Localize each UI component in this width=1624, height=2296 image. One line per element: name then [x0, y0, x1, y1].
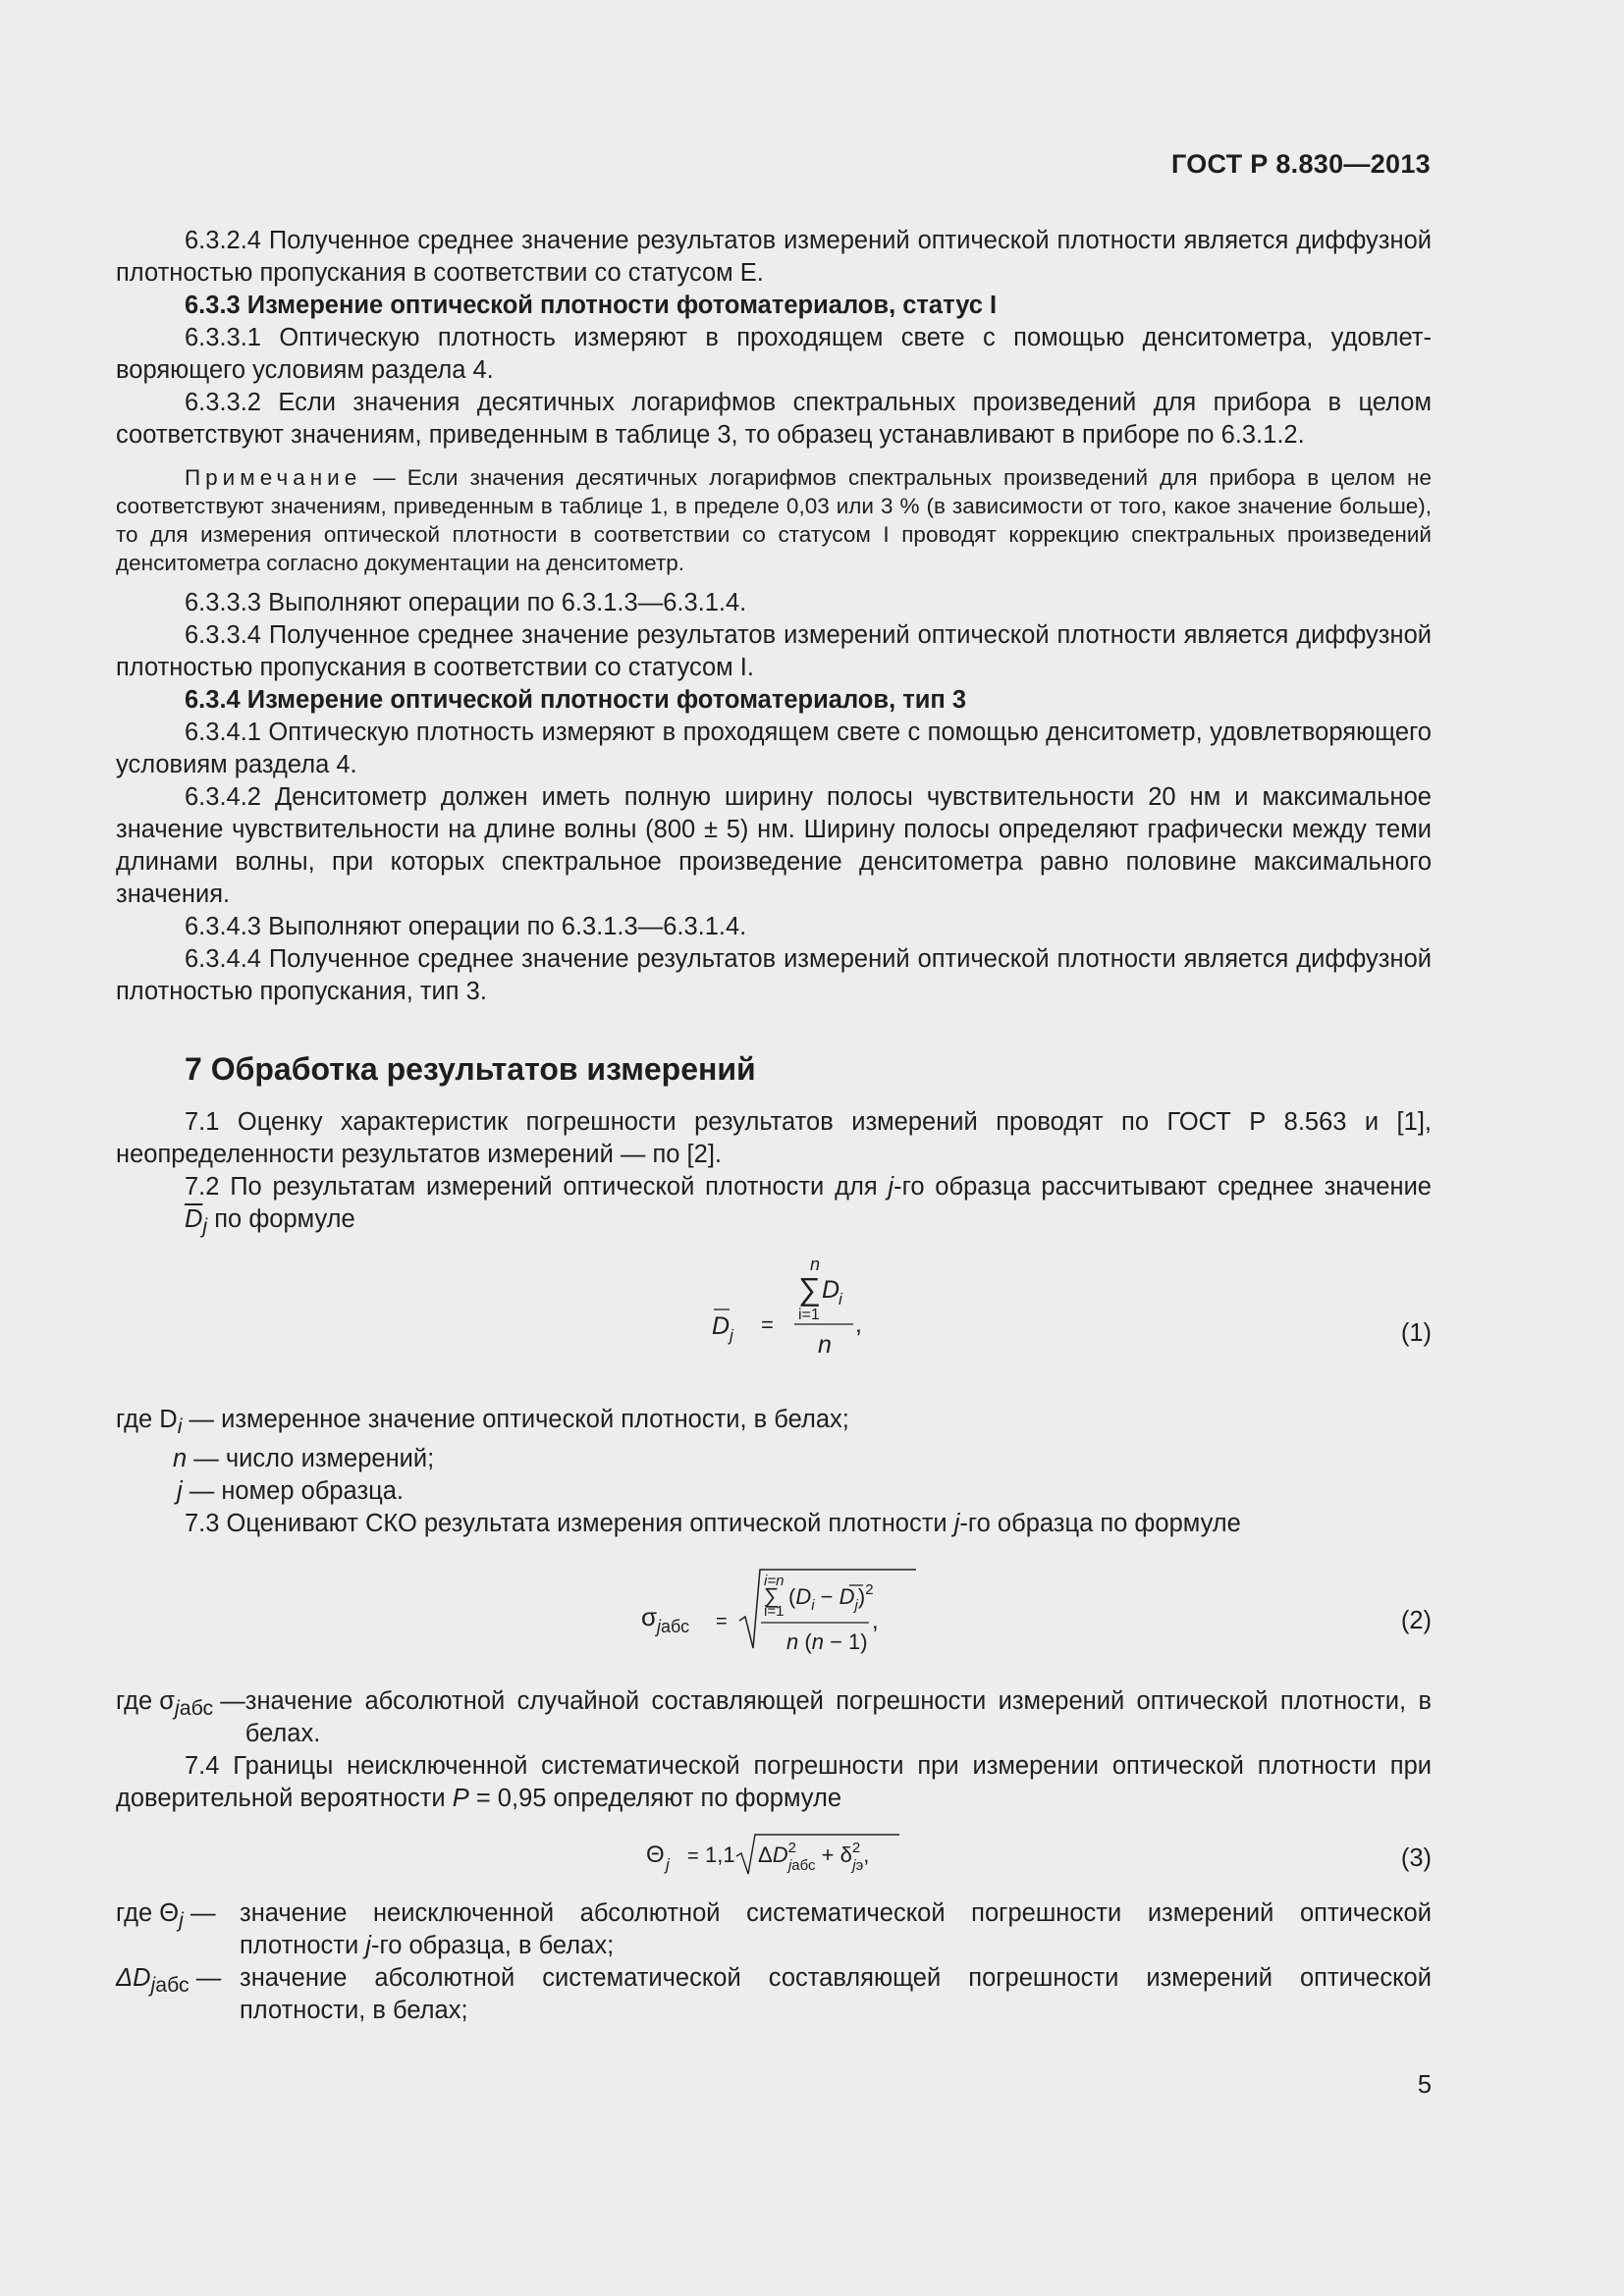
- page-number: 5: [1417, 2071, 1432, 2099]
- f3-j: j: [666, 1855, 670, 1875]
- heading-6-3-4: 6.3.4 Измерение оптической плотности фотоматериалов, тип 3: [185, 686, 967, 714]
- paragraph-6-3-4-4: 6.3.4.4 Полученное среднее значение результатов измерений оптической плотности является диффузной плотностью пропускания, тип 3.: [116, 945, 1432, 1005]
- formula-3-number: (3): [1400, 1844, 1432, 1873]
- formula-2: [116, 1550, 1432, 1678]
- paragraph-6-3-4-3: 6.3.4.3 Выполняют операции по 6.3.1.3—6.3.1.4.: [185, 913, 747, 940]
- formula-3-expression: [626, 1821, 921, 1890]
- legend-Di: где $D_i$ — измеренное значение оптической плотности, в белах;: [116, 1406, 849, 1439]
- f2-eq: =: [716, 1611, 728, 1633]
- formula-2-expression: [622, 1550, 916, 1678]
- document-code: ГОСТ Р 8.830—2013: [1170, 149, 1431, 179]
- document-body: [116, 225, 1432, 2027]
- f2-numerator: $(D_i - D_j)^2$: [788, 1581, 874, 1615]
- legend-sigma: где $\sigma_{jабс}$ — значение абсолютной случайной составляющей погрешности измерений оптической плотности, в белах.: [116, 1687, 1432, 1748]
- paragraph-6-3-2-4: 6.3.2.4 Полученное среднее значение результатов измерений оптической плотности является диффузной плотностью пропускания в соответствии со статусом Е.: [116, 227, 1432, 287]
- paragraph-6-3-3-2: 6.3.3.2 Если значения десятичных логарифмов спектральных произведений для прибора в целом соответствуют значениям, приведенным в таблице 3, то образец устанавливают в приборе по 6.3.1.2.: [116, 389, 1432, 449]
- f1-sigma: ∑: [798, 1271, 821, 1308]
- f2-sub: jабс: [657, 1617, 690, 1637]
- f1-comma: ,: [855, 1310, 862, 1339]
- f1-Dbar: D: [712, 1312, 731, 1341]
- f1-sum-top: n: [810, 1255, 821, 1275]
- legend-n: n — число измерений;: [173, 1445, 435, 1473]
- f1-sum-bottom: i=1: [798, 1307, 820, 1324]
- formula-3: [116, 1821, 1432, 1892]
- legend-formula-1: [116, 1404, 1432, 1508]
- f3-eq: =: [687, 1845, 699, 1868]
- legend-j: j — номер образца.: [177, 1477, 405, 1506]
- f2-comma: ,: [872, 1608, 879, 1635]
- formula-1-expression: [690, 1251, 906, 1398]
- f3-radicand: $\Delta D^2$ jабс + $\delta^2$ jэ,: [758, 1840, 870, 1875]
- paragraph-6-3-3-3: 6.3.3.3 Выполняют операции по 6.3.1.3—6.3.1.4.: [185, 589, 747, 616]
- legend-theta: где $\Theta_j$ — значение неисключенной абсолютной систематической погрешности измерений оптической плотности j-го образца, в белах;: [116, 1899, 1432, 1960]
- paragraph-6-3-3-4: 6.3.3.4 Полученное среднее значение результатов измерений оптической плотности является диффузной плотностью пропускания в соответствии со статусом I.: [116, 621, 1432, 681]
- section-7-title: 7 Обработка результатов измерений: [185, 1051, 756, 1087]
- paragraph-7-3: 7.3 Оценивают СКО результата измерения оптической плотности j-го образца по формуле: [185, 1510, 1241, 1538]
- formula-2-number: (2): [1400, 1607, 1432, 1635]
- d-bar-j-inline: $\overline{D}_j$: [185, 1205, 208, 1239]
- f2-top: i=n: [764, 1573, 785, 1590]
- f3-theta: Θ: [646, 1842, 665, 1869]
- f2-sigma-sum: ∑: [764, 1583, 780, 1609]
- paragraph-7-4: 7.4 Границы неисключенной систематической погрешности при измерении оптической плотности при доверительной вероятности P = 0,95 определяют по формуле: [116, 1752, 1432, 1813]
- paragraph-6-3-4-2: 6.3.4.2 Денситометр должен иметь полную ширину полосы чувствительности 20 нм и максимальное значение чувствительности на длине волны (800 ± 5) нм. Ширину полосы определяют графически между теми длинами волны, при которых спектральное произведение денситометра равно половине максимального значения.: [116, 783, 1432, 908]
- note-label: Примечание: [185, 465, 362, 490]
- f1-j: j: [730, 1326, 733, 1346]
- f3-coef: 1,1: [705, 1842, 735, 1868]
- formula-1-number: (1): [1400, 1319, 1432, 1348]
- f1-i: i: [839, 1290, 842, 1309]
- note: [116, 463, 1432, 577]
- note-text: — Если значения десятичных логарифмов спектральных произведений для прибора в целом не соответствуют значениям, приведенным в таблице 1, в пределе 0,03 или 3 % (в зависимости от того, какое значение больше), то для измерения оптической плотности в соответствии со статусом I проводят коррекцию спектральных произведений денситометра согласно документации на денситометр.: [116, 465, 1432, 575]
- f1-eq: =: [761, 1312, 774, 1338]
- paragraph-6-3-3-1: 6.3.3.1 Оптическую плотность измеряют в проходящем свете с помощью денситометра, удовлетворяющего условиям раздела 4.: [116, 324, 1432, 384]
- f2-sigma: σ: [641, 1602, 658, 1632]
- f1-n: n: [818, 1331, 832, 1360]
- heading-6-3-3: 6.3.3 Измерение оптической плотности фотоматериалов, статус I: [185, 292, 998, 319]
- paragraph-6-3-4-1: 6.3.4.1 Оптическую плотность измеряют в проходящем свете с помощью денситометр, удовлетворяющего условиям раздела 4.: [116, 719, 1432, 778]
- f2-denominator: n (n − 1): [786, 1629, 868, 1655]
- f1-D: D: [822, 1276, 840, 1305]
- legend-delta-D: $\Delta D_{jабс}$ — значение абсолютной систематической составляющей погрешности измерений оптической плотности, в белах;: [116, 1964, 1432, 2025]
- f2-bottom: i=1: [764, 1603, 785, 1621]
- paragraph-7-2: 7.2 По результатам измерений оптической плотности для j-го образца рассчитывают среднее значение $\overline{D}_j$ по формуле: [116, 1171, 1432, 1243]
- formula-1: [116, 1251, 1432, 1398]
- paragraph-7-1: 7.1 Оценку характеристик погрешности результатов измерений проводят по ГОСТ Р 8.563 и [1], неопределенности результатов измерений — по [2].: [116, 1108, 1432, 1168]
